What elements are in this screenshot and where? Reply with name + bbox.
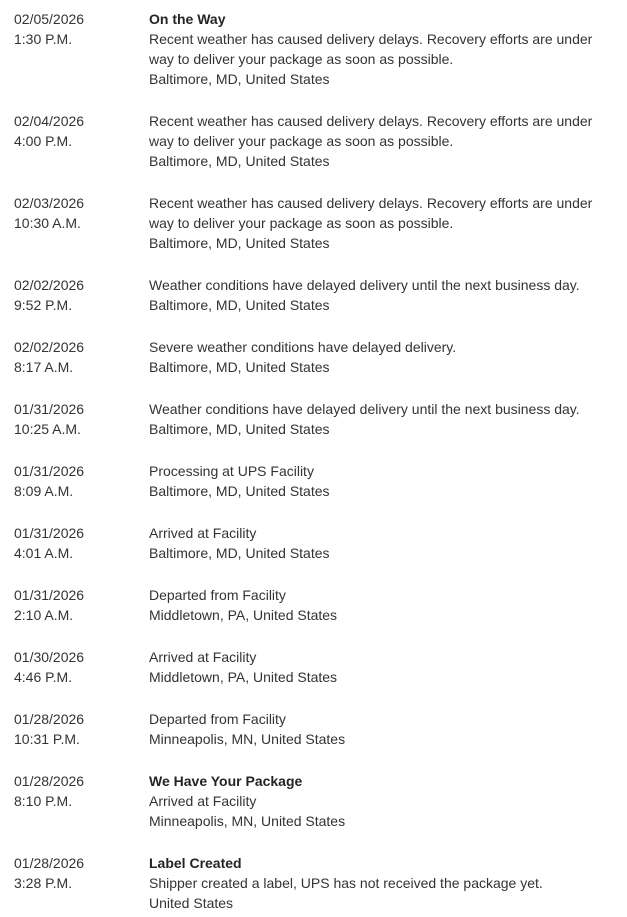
event-milestone: Label Created bbox=[149, 855, 242, 871]
event-details bbox=[149, 585, 627, 625]
event-date: 02/02/2026 bbox=[14, 339, 85, 355]
timeline-event-row bbox=[0, 399, 627, 439]
event-milestone: On the Way bbox=[149, 11, 226, 27]
event-timestamp bbox=[0, 523, 149, 563]
event-date: 02/05/2026 bbox=[14, 11, 85, 27]
event-location: Baltimore, MD, United States bbox=[149, 545, 330, 561]
timeline-event-row bbox=[0, 193, 627, 253]
event-details bbox=[149, 337, 627, 377]
timeline-event-row bbox=[0, 771, 627, 831]
event-date: 01/30/2026 bbox=[14, 649, 85, 665]
timeline-event-row bbox=[0, 111, 627, 171]
event-location: Baltimore, MD, United States bbox=[149, 483, 330, 499]
event-description: Recent weather has caused delivery delays. Recovery efforts are under way to deliver your package as soon as possible. bbox=[149, 31, 593, 67]
event-details bbox=[149, 771, 627, 831]
event-details bbox=[149, 275, 627, 315]
event-timestamp bbox=[0, 337, 149, 377]
event-location: Baltimore, MD, United States bbox=[149, 71, 330, 87]
event-date: 01/31/2026 bbox=[14, 525, 85, 541]
event-date: 01/31/2026 bbox=[14, 587, 85, 603]
event-description: Arrived at Facility bbox=[149, 793, 257, 809]
event-description: Weather conditions have delayed delivery until the next business day. bbox=[149, 401, 580, 417]
event-location: Baltimore, MD, United States bbox=[149, 359, 330, 375]
event-date: 02/04/2026 bbox=[14, 113, 85, 129]
event-details bbox=[149, 647, 627, 687]
event-details bbox=[149, 9, 627, 89]
event-description: Weather conditions have delayed delivery until the next business day. bbox=[149, 277, 580, 293]
timeline-event-row bbox=[0, 709, 627, 749]
timeline-event-row bbox=[0, 337, 627, 377]
event-time: 4:46 P.M. bbox=[14, 669, 73, 685]
event-date: 01/28/2026 bbox=[14, 773, 85, 789]
event-description: Departed from Facility bbox=[149, 711, 286, 727]
event-details bbox=[149, 709, 627, 749]
event-location: Minneapolis, MN, United States bbox=[149, 813, 346, 829]
event-timestamp bbox=[0, 461, 149, 501]
event-time: 8:10 P.M. bbox=[14, 793, 73, 809]
event-description: Arrived at Facility bbox=[149, 649, 257, 665]
event-details bbox=[149, 853, 627, 913]
event-timestamp bbox=[0, 771, 149, 831]
event-time: 2:10 A.M. bbox=[14, 607, 74, 623]
event-details bbox=[149, 399, 627, 439]
event-description: Recent weather has caused delivery delays. Recovery efforts are under way to deliver your package as soon as possible. bbox=[149, 113, 593, 149]
event-description: Processing at UPS Facility bbox=[149, 463, 314, 479]
event-description: Shipper created a label, UPS has not received the package yet. bbox=[149, 875, 543, 891]
event-time: 8:09 A.M. bbox=[14, 483, 74, 499]
timeline-event-row bbox=[0, 461, 627, 501]
event-time: 10:31 P.M. bbox=[14, 731, 80, 747]
event-location: Baltimore, MD, United States bbox=[149, 421, 330, 437]
event-date: 01/28/2026 bbox=[14, 855, 85, 871]
timeline-event-row bbox=[0, 9, 627, 89]
event-location: Minneapolis, MN, United States bbox=[149, 731, 346, 747]
event-details bbox=[149, 523, 627, 563]
event-timestamp bbox=[0, 111, 149, 171]
timeline-event-row bbox=[0, 585, 627, 625]
timeline-event-row bbox=[0, 647, 627, 687]
event-timestamp bbox=[0, 399, 149, 439]
event-location: Baltimore, MD, United States bbox=[149, 297, 330, 313]
event-time: 3:28 P.M. bbox=[14, 875, 73, 891]
event-description: Departed from Facility bbox=[149, 587, 286, 603]
event-timestamp bbox=[0, 647, 149, 687]
timeline-event-row bbox=[0, 523, 627, 563]
event-time: 4:01 A.M. bbox=[14, 545, 74, 561]
event-date: 02/03/2026 bbox=[14, 195, 85, 211]
event-time: 10:30 A.M. bbox=[14, 215, 81, 231]
event-time: 4:00 P.M. bbox=[14, 133, 73, 149]
event-location: Baltimore, MD, United States bbox=[149, 153, 330, 169]
event-details bbox=[149, 461, 627, 501]
timeline-event-row bbox=[0, 853, 627, 913]
event-milestone: We Have Your Package bbox=[149, 773, 303, 789]
event-timestamp bbox=[0, 9, 149, 89]
timeline-event-row bbox=[0, 275, 627, 315]
event-date: 02/02/2026 bbox=[14, 277, 85, 293]
event-details bbox=[149, 193, 627, 253]
event-timestamp bbox=[0, 709, 149, 749]
event-time: 1:30 P.M. bbox=[14, 31, 73, 47]
event-timestamp bbox=[0, 585, 149, 625]
event-time: 10:25 A.M. bbox=[14, 421, 81, 437]
event-timestamp bbox=[0, 275, 149, 315]
event-timestamp bbox=[0, 853, 149, 913]
event-details bbox=[149, 111, 627, 171]
event-timestamp bbox=[0, 193, 149, 253]
event-description: Severe weather conditions have delayed delivery. bbox=[149, 339, 457, 355]
event-location: Middletown, PA, United States bbox=[149, 607, 338, 623]
event-description: Recent weather has caused delivery delays. Recovery efforts are under way to deliver your package as soon as possible. bbox=[149, 195, 593, 231]
event-date: 01/28/2026 bbox=[14, 711, 85, 727]
event-time: 8:17 A.M. bbox=[14, 359, 74, 375]
event-date: 01/31/2026 bbox=[14, 463, 85, 479]
event-location: Middletown, PA, United States bbox=[149, 669, 338, 685]
event-description: Arrived at Facility bbox=[149, 525, 257, 541]
event-location: United States bbox=[149, 895, 234, 911]
event-location: Baltimore, MD, United States bbox=[149, 235, 330, 251]
event-date: 01/31/2026 bbox=[14, 401, 85, 417]
event-time: 9:52 P.M. bbox=[14, 297, 73, 313]
